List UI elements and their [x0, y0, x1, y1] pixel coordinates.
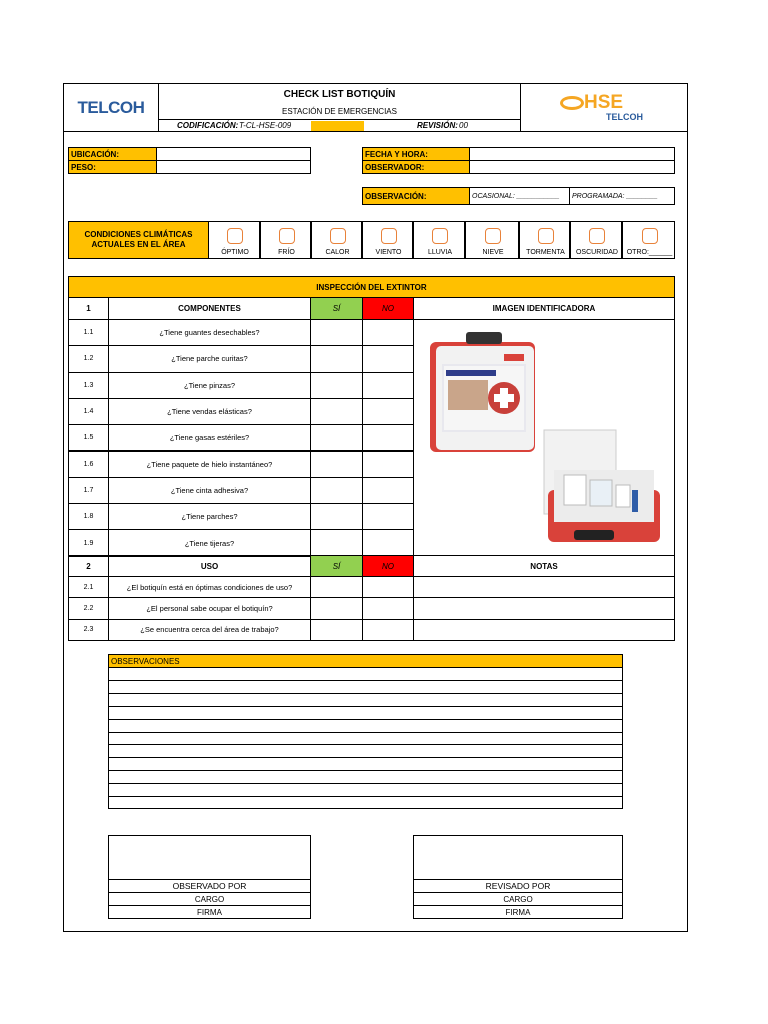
weather-label: CONDICIONES CLIMÁTICAS ACTUALES EN EL ÁREA — [68, 221, 209, 259]
revision-label: REVISIÓN: — [417, 121, 458, 130]
row-number: 2.3 — [68, 619, 109, 641]
weather-checkbox[interactable] — [279, 228, 295, 244]
row-number: 1.4 — [68, 398, 109, 425]
weather-checkbox[interactable] — [381, 228, 397, 244]
ubicacion-field[interactable] — [156, 147, 311, 161]
revisado-por-label: REVISADO POR — [413, 879, 623, 893]
codificacion-highlight — [311, 121, 364, 132]
section1-title: COMPONENTES — [108, 297, 311, 320]
section1-number: 1 — [68, 297, 109, 320]
codificacion-value: T-CL-HSE-009 — [239, 121, 292, 130]
row-number: 1.2 — [68, 345, 109, 372]
image-header: IMAGEN IDENTIFICADORA — [413, 297, 675, 320]
si-checkbox-cell[interactable] — [310, 398, 363, 425]
form-title-text: CHECK LIST BOTIQUÍN — [283, 88, 396, 100]
weather-option[interactable] — [311, 221, 362, 259]
section2-title: USO — [108, 555, 311, 577]
weather-option[interactable] — [260, 221, 311, 259]
form-title — [158, 83, 521, 104]
no-checkbox-cell[interactable] — [362, 398, 414, 425]
row-question: ¿El botiquín está en óptimas condiciones de uso? — [108, 576, 311, 598]
observation-line — [108, 719, 623, 720]
hse-logo — [554, 90, 654, 126]
row-question: ¿Tiene guantes desechables? — [108, 319, 311, 346]
observado-por-label: OBSERVADO POR — [108, 879, 311, 893]
weather-option-label: NIEVE — [482, 249, 504, 256]
hse-logo-cell — [520, 83, 688, 132]
weather-option[interactable] — [570, 221, 622, 259]
no-header: NO — [362, 297, 414, 320]
programada-field[interactable]: PROGRAMADA: ________ — [569, 187, 675, 205]
observation-line — [108, 796, 623, 797]
notes-cell[interactable] — [413, 576, 675, 598]
si-checkbox-cell[interactable] — [310, 345, 363, 372]
fecha-field[interactable] — [469, 147, 675, 161]
hse-logo-text: HSE — [584, 91, 624, 113]
form-subtitle-text: ESTACIÓN DE EMERGENCIAS — [282, 107, 397, 116]
company-logo-cell — [63, 83, 159, 132]
ubicacion-label: UBICACIÓN: — [68, 147, 157, 161]
observation-line — [108, 744, 623, 745]
peso-field[interactable] — [156, 160, 311, 174]
no-checkbox-cell[interactable] — [362, 597, 414, 619]
telcoh-logo — [78, 98, 145, 118]
observador-field[interactable] — [469, 160, 675, 174]
row-question: ¿Tiene paquete de hielo instantáneo? — [108, 451, 311, 478]
observation-line — [108, 770, 623, 771]
si-checkbox-cell[interactable] — [310, 576, 363, 598]
weather-option-label: OTRO:______ — [626, 249, 673, 256]
no-checkbox-cell[interactable] — [362, 477, 414, 504]
codificacion-label: CODIFICACIÓN: — [177, 121, 239, 130]
no-checkbox-cell[interactable] — [362, 372, 414, 399]
no-checkbox-cell[interactable] — [362, 319, 414, 346]
weather-checkbox[interactable] — [330, 228, 346, 244]
notes-header: NOTAS — [413, 555, 675, 577]
no-checkbox-cell[interactable] — [362, 576, 414, 598]
observation-line — [108, 706, 623, 707]
peso-label: PESO: — [68, 160, 157, 174]
si-checkbox-cell[interactable] — [310, 319, 363, 346]
no-checkbox-cell[interactable] — [362, 503, 414, 530]
row-number: 2.2 — [68, 597, 109, 619]
weather-checkbox[interactable] — [589, 228, 605, 244]
row-number: 1.8 — [68, 503, 109, 530]
row-number: 1.5 — [68, 424, 109, 451]
weather-option-label: CALOR — [325, 249, 350, 256]
weather-option[interactable] — [208, 221, 260, 259]
row-number: 1.6 — [68, 451, 109, 478]
si-checkbox-cell[interactable] — [310, 529, 363, 556]
si-header: SÍ — [310, 297, 363, 320]
weather-option-label: VIENTO — [375, 249, 402, 256]
si-checkbox-cell[interactable] — [310, 597, 363, 619]
si-checkbox-cell[interactable] — [310, 451, 363, 478]
row-question: ¿El personal sabe ocupar el botiquín? — [108, 597, 311, 619]
row-question: ¿Tiene tijeras? — [108, 529, 311, 556]
revisado-cargo[interactable]: CARGO — [413, 892, 623, 906]
revision-value: 00 — [459, 121, 468, 130]
row-number: 2.1 — [68, 576, 109, 598]
telcoh-logo-text: TELCOH — [77, 97, 145, 117]
weather-option[interactable] — [465, 221, 519, 259]
row-question: ¿Tiene gasas estériles? — [108, 424, 311, 451]
weather-option[interactable] — [413, 221, 465, 259]
weather-option[interactable] — [519, 221, 570, 259]
no-checkbox-cell[interactable] — [362, 619, 414, 641]
first-aid-kit-image-cell — [413, 319, 675, 556]
no-checkbox-cell[interactable] — [362, 451, 414, 478]
row-question: ¿Tiene cinta adhesiva? — [108, 477, 311, 504]
row-question: ¿Tiene pinzas? — [108, 372, 311, 399]
ocasional-field[interactable]: OCASIONAL: ___________ — [469, 187, 570, 205]
observacion-label: OBSERVACIÓN: — [362, 187, 470, 205]
observation-line — [108, 757, 623, 758]
row-question: ¿Tiene vendas elásticas? — [108, 398, 311, 425]
no-checkbox-cell[interactable] — [362, 424, 414, 451]
observation-line — [108, 783, 623, 784]
weather-checkbox[interactable] — [432, 228, 448, 244]
weather-option[interactable] — [362, 221, 413, 259]
si-checkbox-cell[interactable] — [310, 619, 363, 641]
observado-signature-box[interactable] — [108, 835, 311, 880]
observador-label: OBSERVADOR: — [362, 160, 470, 174]
row-number: 1.7 — [68, 477, 109, 504]
weather-option-label: FRÍO — [278, 249, 295, 256]
fecha-label: FECHA Y HORA: — [362, 147, 470, 161]
row-question: ¿Tiene parches? — [108, 503, 311, 530]
notes-cell[interactable] — [413, 619, 675, 641]
si-checkbox-cell[interactable] — [310, 424, 363, 451]
revisado-signature-box[interactable] — [413, 835, 623, 880]
codificacion-row — [158, 119, 521, 132]
uso-no-header: NO — [362, 555, 414, 577]
first-aid-kit-image — [414, 320, 674, 555]
row-number: 1.9 — [68, 529, 109, 556]
si-checkbox-cell[interactable] — [310, 372, 363, 399]
hse-logo-sub: TELCOH — [606, 111, 643, 122]
row-number: 1.1 — [68, 319, 109, 346]
row-question: ¿Se encuentra cerca del área de trabajo? — [108, 619, 311, 641]
si-checkbox-cell[interactable] — [310, 503, 363, 530]
revisado-firma[interactable]: FIRMA — [413, 905, 623, 919]
weather-checkbox[interactable] — [227, 228, 243, 244]
weather-option-label: ÓPTIMO — [221, 249, 249, 256]
observaciones-title: OBSERVACIONES — [108, 654, 623, 668]
weather-option-label: LLUVIA — [427, 249, 453, 256]
observation-line — [108, 732, 623, 733]
row-number: 1.3 — [68, 372, 109, 399]
observation-line — [108, 680, 623, 681]
no-checkbox-cell[interactable] — [362, 345, 414, 372]
weather-option[interactable] — [622, 221, 675, 259]
observaciones-box[interactable] — [108, 667, 623, 809]
weather-option-label: OSCURIDAD — [575, 249, 618, 256]
observation-line — [108, 693, 623, 694]
inspection-title: INSPECCIÓN DEL EXTINTOR — [68, 276, 675, 298]
weather-checkbox[interactable] — [538, 228, 554, 244]
observado-firma[interactable]: FIRMA — [108, 905, 311, 919]
no-checkbox-cell[interactable] — [362, 529, 414, 556]
si-checkbox-cell[interactable] — [310, 477, 363, 504]
observado-cargo[interactable]: CARGO — [108, 892, 311, 906]
weather-checkbox[interactable] — [485, 228, 501, 244]
row-question: ¿Tiene parche curitas? — [108, 345, 311, 372]
form-subtitle — [158, 103, 521, 120]
notes-cell[interactable] — [413, 597, 675, 619]
section2-number: 2 — [68, 555, 109, 577]
uso-si-header: SÍ — [310, 555, 363, 577]
weather-checkbox[interactable] — [642, 228, 658, 244]
hse-swoosh-icon — [560, 96, 584, 110]
weather-option-label: TORMENTA — [526, 249, 565, 256]
